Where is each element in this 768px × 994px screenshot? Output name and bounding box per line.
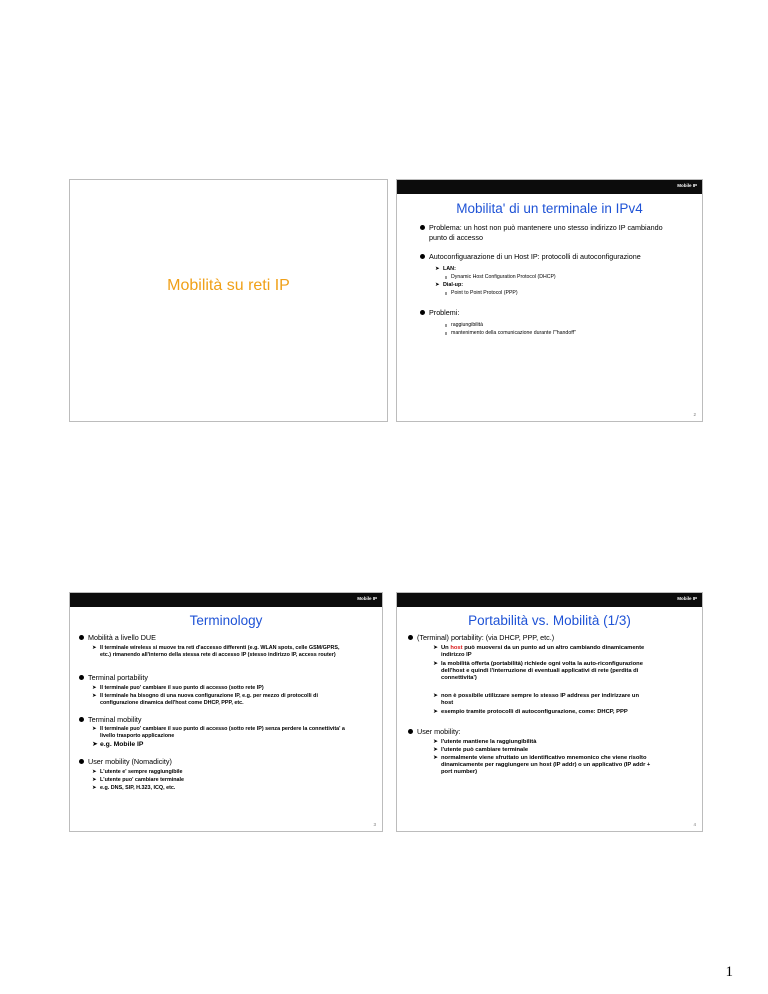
slide-1 [69, 179, 388, 422]
sub-sub-bullet: raggiungibilità [451, 322, 484, 328]
slide-4 [396, 592, 703, 832]
sub-bullet: ➤ non è possibile utilizzare sempre lo stesso IP address per indirizzare un host [433, 693, 640, 706]
sub-sub-bullet: Dynamic Host Configuration Protocol (DHCP) [451, 274, 556, 280]
header-label: Mobile IP [677, 183, 697, 188]
page-number: 3 [373, 822, 376, 827]
slide-header [397, 593, 702, 607]
bullet: Autoconfiguarazione di un Host IP: protocolli di autoconfigurazione [429, 252, 699, 262]
slide-1-title: Mobilità su reti IP [167, 277, 290, 294]
header-label: Mobile IP [357, 596, 377, 601]
sub-bullet: ➤ l'utente mantiene la raggiungibilità [433, 739, 537, 745]
sub-bullet: ➤ normalmente viene sfruttato un identificativo mnemonico che viene risolto dinamicamente per raggiungere un host (IP addr) o un applicativo (IP addr + port number) [433, 755, 651, 775]
slide-3-title: Terminology [189, 613, 263, 628]
bullet: Terminal mobility [88, 715, 142, 724]
sub-sub-bullet: Point to Point Protocol (PPP) [451, 290, 518, 296]
sub-bullet: ➤ Il terminale puo' cambiare il suo punto di accesso (sotto rete IP) senza perdere la connettivita' a livello trasporto applicazione [92, 726, 345, 739]
sub-bullet: ➤ Dial-up: [435, 282, 464, 288]
bullet: User mobility (Nomadicity) [88, 757, 172, 766]
page-number: 2 [693, 412, 696, 417]
page-number: 4 [693, 822, 696, 827]
sub-bullet: ➤ Il terminale wireless si muove tra reti d'accesso differenti (e.g. WLAN spots, celle GSM/GPRS, etc.) rimanendo all'interno della stessa rete di accesso IP (stesso indirizzo IP, access router) [92, 645, 340, 658]
slide-header [70, 593, 382, 607]
sub-bullet: ➤ L'utente puo' cambiare terminale [92, 777, 185, 783]
sub-bullet: ➤ e.g. Mobile IP [92, 741, 144, 748]
bullet: (Terminal) portability: (via DHCP, PPP, etc.) [417, 633, 555, 642]
sub-bullet: ➤ Il terminale puo' cambiare il suo punto di accesso (sotto rete IP) [92, 685, 264, 691]
document-page-number: 1 [725, 964, 733, 980]
bullet: Problema: un host non può mantenere uno stesso indirizzo IP cambiando punto di accesso [429, 223, 679, 242]
bullet: Problemi: [429, 308, 460, 317]
sub-bullet: ➤ la mobilità offerta (portabilità) richiede ogni volta la auto-riconfigurazione dell'host e quindi l'interruzione di eventuali applicativi di rete (perdita di connettivita') [433, 661, 643, 681]
sub-bullet: ➤ Un host può muoversi da un punto ad un altro cambiando dinamicamente indirizzo IP [433, 645, 645, 658]
sub-bullet: ➤ e.g. DNS, SIP, H.323, ICQ, etc. [92, 785, 176, 791]
sub-bullet: ➤ Il terminale ha bisogno di una nuova configurazione IP, e.g. per mezzo di protocolli di configurazione dinamica dell'host come DHCP, PPP, etc. [92, 693, 318, 706]
bullet: User mobility: [417, 727, 461, 736]
lan-label: LAN: [443, 266, 456, 272]
slide-2-title: Mobilita' di un terminale in IPv4 [456, 201, 643, 216]
slide-2 [396, 179, 703, 422]
sub-sub-bullet: mantenimento della comunicazione durante l'"handoff" [451, 330, 576, 336]
host-highlight: host [450, 645, 463, 651]
sub-bullet: ➤ LAN: [435, 266, 456, 272]
slide-4-title: Portabilità vs. Mobilità (1/3) [468, 613, 631, 628]
dialup-label: Dial-up: [443, 282, 464, 288]
header-label: Mobile IP [677, 596, 697, 601]
sub-bullet: ➤ L'utente e' sempre raggiungibile [92, 769, 183, 775]
bullet: Mobilità a livello DUE [88, 633, 156, 642]
bullet: Terminal portability [88, 673, 148, 682]
slide-3 [69, 592, 383, 832]
sub-bullet: ➤ l'utente può cambiare terminale [433, 747, 529, 753]
slide-header [397, 180, 702, 194]
sub-bullet: ➤ esempio tramite protocolli di autoconfigurazione, come: DHCP, PPP [433, 709, 628, 715]
